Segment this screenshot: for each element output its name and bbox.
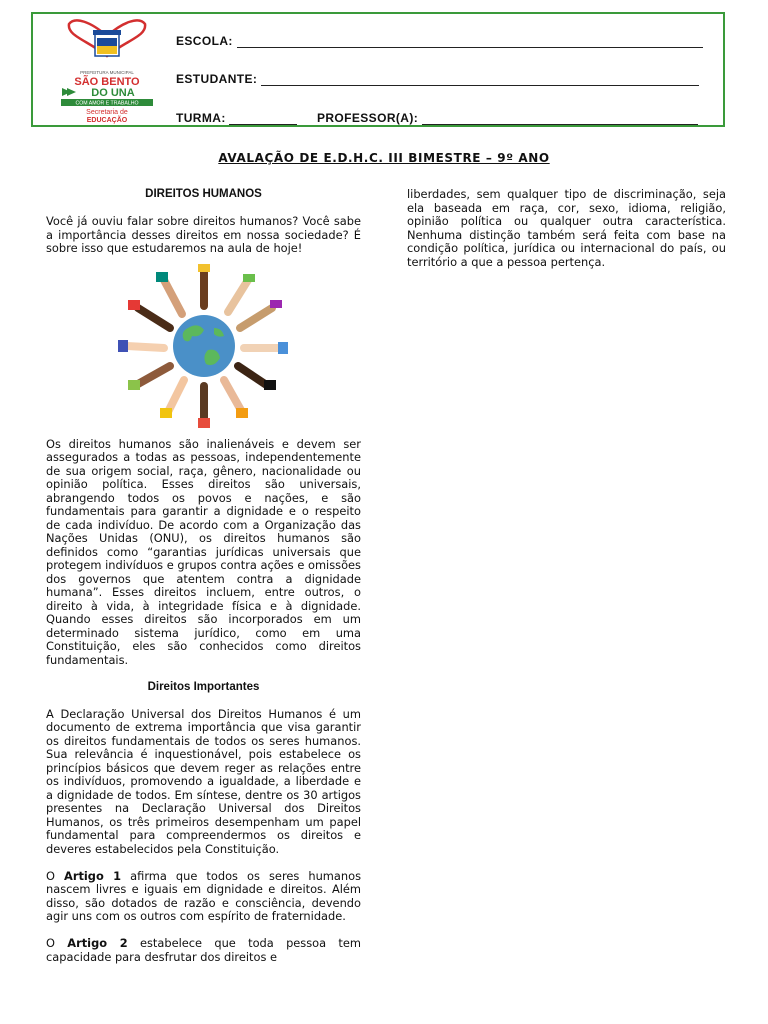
hands-around-globe-image bbox=[118, 262, 290, 430]
turma-field[interactable] bbox=[229, 112, 297, 125]
logo-line2: SÃO BENTO bbox=[74, 76, 140, 88]
estudante-label: ESTUDANTE: bbox=[176, 72, 258, 86]
logo-line6: EDUCAÇÃO bbox=[86, 117, 128, 124]
heading-direitos-humanos: DIREITOS HUMANOS bbox=[145, 188, 262, 200]
paragraph-artigo-2: O Artigo 2 estabelece que toda pessoa tem capacidade para desfrutar dos direitos e bbox=[46, 936, 362, 964]
logo-line4: COM AMOR E TRABALHO bbox=[75, 100, 139, 107]
heading-direitos-importantes: Direitos Importantes bbox=[147, 680, 260, 693]
logo-line1: PREFEITURA MUNICIPAL bbox=[80, 70, 134, 75]
paragraph-inalienaveis: Os direitos humanos são inalienáveis e devem ser assegurados a todas as pessoas, independentemente de sua origem social, raça, gênero, nacionalidade ou opinião política. Esses direitos são universais, abrangendo todos os povos e nações, e são fundamentais para garantir a dignidade e o respeito de cada indivíduo. De acordo com a Organização das Nações Unidas (ONU), os direitos humanos são definidos como “garantias jurídicas universais que protegem indivíduos e grupos contra ações e omissões dos governos que atentem contra a dignidade humana”. Esses direitos incluem, entre outros, o direito à vida, à integridade física e à dignidade. Quando esses direitos são incorporados em um determinado sistema jurídico, como em uma Constituição, eles são conhecidos como direitos fundamentais. bbox=[46, 436, 361, 667]
turma-label: TURMA: bbox=[176, 111, 226, 125]
professor-label: PROFESSOR(A): bbox=[316, 111, 419, 125]
prefeitura-logo bbox=[57, 18, 157, 126]
artigo-2-label: Artigo 2 bbox=[67, 936, 128, 950]
logo-line3: DO UNA bbox=[91, 87, 135, 99]
left-column bbox=[46, 188, 361, 978]
paragraph-artigo-1: O Artigo 1 afirma que todos os seres humanos nascem livres e iguais em dignidade e direitos. Além disso, são dotados de razão e consciência, devendo agir uns com os outros com espírito de fraternidade. bbox=[46, 868, 361, 923]
right-column bbox=[407, 188, 726, 283]
escola-field[interactable] bbox=[237, 35, 703, 48]
professor-field[interactable] bbox=[422, 112, 698, 125]
intro-paragraph: Você já ouviu falar sobre direitos humanos? Você sabe a importância desses direitos em nossa sociedade? É sobre isso que estudaremos na aula de hoje! bbox=[46, 214, 361, 255]
escola-label: ESCOLA: bbox=[176, 34, 233, 48]
page-title: AVALAÇÃO DE E.D.H.C. III BIMESTRE – 9º ANO bbox=[218, 151, 550, 165]
escola-row[interactable] bbox=[176, 34, 703, 48]
turma-row[interactable] bbox=[176, 111, 698, 125]
artigo-1-label: Artigo 1 bbox=[64, 868, 122, 883]
estudante-row[interactable] bbox=[176, 72, 699, 86]
paragraph-liberdades: liberdades, sem qualquer tipo de discriminação, seja ela baseada em raça, cor, sexo, idioma, religião, opinião política ou qualquer outra característica. Nenhuma distinção também será feita com base na condição política, jurídica ou internacional do país, ou território a que a pessoa pertença. bbox=[407, 187, 726, 269]
paragraph-declaracao: A Declaração Universal dos Direitos Humanos é um documento de extrema importância que visa garantir os direitos fundamentais de todos os seres humanos. Sua relevância é inquestionável, pois estabelece os princípios básicos que devem reger as relações entre os indivíduos, promovendo a igualdade, a liberdade e a dignidade de todos. Em síntese, dentre os 30 artigos presentes na Declaração Universal dos Direitos Humanos, os três primeiros desempenham um papel fundamental para compreendermos os direitos e deveres estabelecidos pela Constituição. bbox=[46, 706, 361, 856]
estudante-field[interactable] bbox=[261, 73, 699, 86]
header-box bbox=[31, 12, 725, 127]
logo-line5: Secretaria de bbox=[86, 109, 128, 116]
